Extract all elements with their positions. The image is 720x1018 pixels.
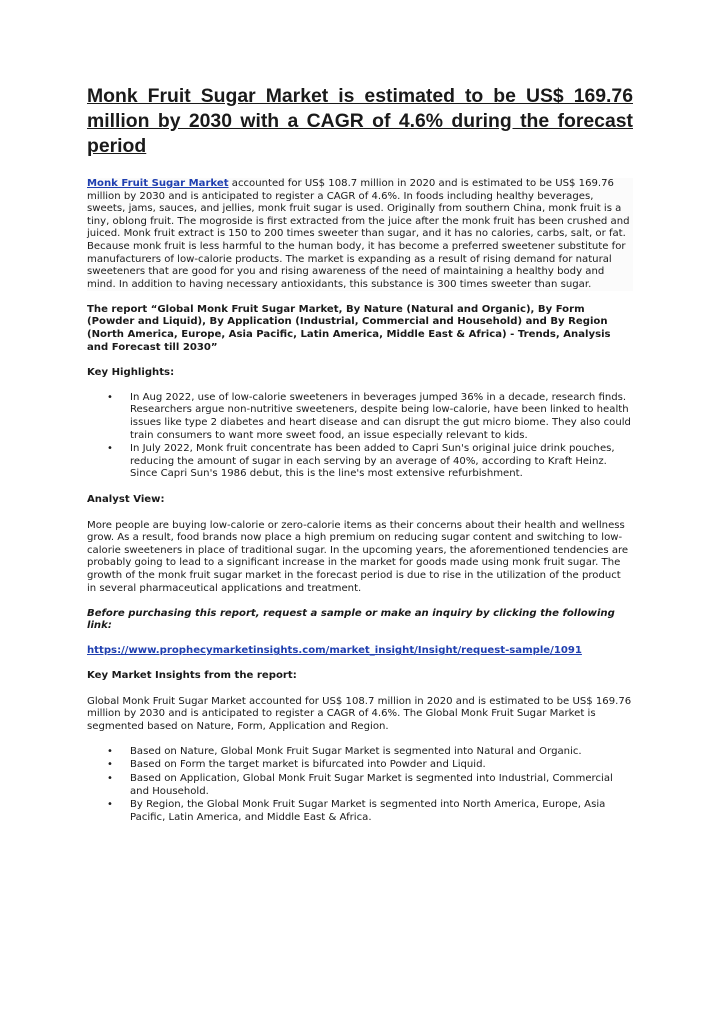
list-item: • Based on Application, Global Monk Fruit Sugar Market is segmented into Industrial, Commercial and Household. — [107, 772, 613, 797]
intro-paragraph — [87, 178, 633, 291]
bullet-icon: • — [107, 799, 113, 811]
list-item: • In Aug 2022, use of low-calorie sweeteners in beverages jumped 36% in a decade, research finds. Researchers argue non-nutritive sweeteners, despite being low-calorie, have been linked to health issues like type 2 diabetes and heart disease and can disrupt the gut micro biome. They also could train consumers to want more sweet food, an issue especially relevant to kids. — [107, 391, 631, 441]
market-link[interactable]: Monk Fruit Sugar Market — [87, 178, 229, 189]
key-highlights-list — [87, 392, 633, 481]
bullet-icon: • — [107, 745, 113, 757]
key-insights-heading: Key Market Insights from the report: — [87, 670, 297, 682]
cta-text: Before purchasing this report, request a sample or make an inquiry by clicking the following link: — [87, 607, 615, 632]
bullet-icon: • — [107, 391, 113, 403]
bullet-icon: • — [107, 443, 113, 455]
list-item: • Based on Nature, Global Monk Fruit Sugar Market is segmented into Natural and Organic. — [107, 745, 582, 757]
intro-text: accounted for US$ 108.7 million in 2020 and is estimated to be US$ 169.76 million by 2030 and is anticipated to register a CAGR of 4.6%. In foods including healthy beverages, sweets, jams, sauces, and jellies, monk fruit sugar is used. Originally from southern China, monk fruit is a tiny, oblong fruit. The mogroside is first extracted from the juice after the monk fruit has been crushed and juiced. Monk fruit extract is 150 to 200 times sweeter than sugar, and it has no calories, carbs, salt, or fat. Because monk fruit is less harmful to the human body, it has become a preferred sweetener substitute for manufacturers of low-calorie products. The market is expanding as a result of rising demand for natural sweeteners that are good for you and rising awareness of the need of maintaining a healthy body and mind. In addition to having necessary antioxidants, this substance is 300 times sweeter than sugar. — [87, 178, 630, 290]
document-title: Monk Fruit Sugar Market is estimated to be US$ 169.76 million by 2030 with a CAGR of 4.6% during the forecast period — [87, 85, 633, 157]
bullet-icon: • — [107, 772, 113, 784]
report-title: The report “Global Monk Fruit Sugar Market, By Nature (Natural and Organic), By Form (Powder and Liquid), By Application (Industrial, Commercial and Household) and By Region (North America, Europe, Asia Pacific, Latin America, Middle East & Africa) - Trends, Analysis and Forecast till 2030” — [87, 303, 611, 353]
analyst-view-paragraph: More people are buying low-calorie or zero-calorie items as their concerns about their health and wellness grow. As a result, food brands now place a high premium on reducing sugar content and switching to low-calorie sweeteners in place of traditional sugar. In the upcoming years, the aforementioned tendencies are probably going to lead to a significant increase in the market for goods made using monk fruit sugar. The growth of the monk fruit sugar market in the forecast period is due to rise in the utilization of the product in several pharmaceutical applications and treatment. — [87, 519, 629, 594]
list-item: • In July 2022, Monk fruit concentrate has been added to Capri Sun's original juice drink pouches, reducing the amount of sugar in each serving by an average of 40%, according to Kraft Heinz. Since Capri Sun's 1986 debut, this is the line's most extensive refurbishment. — [107, 443, 615, 480]
key-highlights-heading: Key Highlights: — [87, 366, 175, 378]
analyst-view-heading: Analyst View: — [87, 494, 165, 506]
list-item: • Based on Form the target market is bifurcated into Powder and Liquid. — [107, 759, 486, 771]
key-insights-paragraph: Global Monk Fruit Sugar Market accounted for US$ 108.7 million in 2020 and is estimated to be US$ 169.76 million by 2030 and is anticipated to register a CAGR of 4.6%. The Global Monk Fruit Sugar Market is segmented based on Nature, Form, Application and Region. — [87, 695, 632, 732]
bullet-icon: • — [107, 759, 113, 771]
key-insights-list — [87, 746, 633, 825]
request-sample-link[interactable]: https://www.prophecymarketinsights.com/market_insight/Insight/request-sample/1091 — [87, 645, 582, 657]
list-item: • By Region, the Global Monk Fruit Sugar Market is segmented into North America, Europe, Asia Pacific, Latin America, and Middle East & Africa. — [107, 799, 606, 823]
document-page — [87, 84, 633, 825]
